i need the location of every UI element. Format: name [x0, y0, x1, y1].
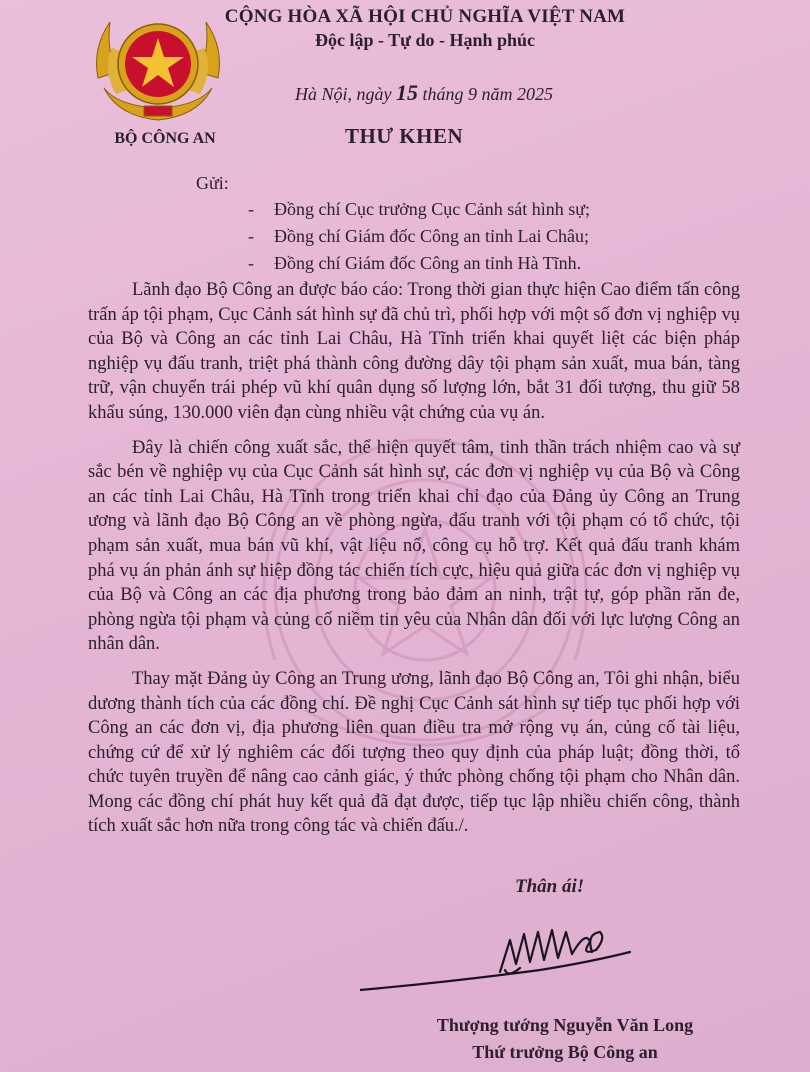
recipient-text: Đồng chí Giám đốc Công an tỉnh Lai Châu; — [274, 226, 589, 246]
date-day: 15 — [396, 80, 418, 105]
recipient-item — [248, 196, 590, 223]
signer-position: Thứ trưởng Bộ Công an — [472, 1042, 658, 1062]
recipient-list — [248, 196, 590, 277]
national-motto: Độc lập - Tự do - Hạnh phúc — [314, 30, 536, 50]
handwritten-signature — [360, 912, 640, 1002]
recipient-text: Đồng chí Giám đốc Công an tỉnh Hà Tĩnh. — [274, 253, 582, 273]
national-name: CỘNG HÒA XÃ HỘI CHỦ NGHĨA VIỆT NAM — [224, 6, 626, 27]
body-paragraph: Thay mặt Đảng ủy Công an Trung ương, lãnh đạo Bộ Công an, Tôi ghi nhận, biểu dương thành tích của các đồng chí. Đề nghị Cục Cảnh sát hình sự tiếp tục phối hợp với Công an các đơn vị, địa phương liên quan điều tra mở rộng vụ án, củng cố tài liệu, chứng cứ để xử lý nghiêm các đối tượng theo quy định của pháp luật; đồng thời, tổ chức tuyên truyền để nâng cao cảnh giác, ý thức phòng chống tội phạm cho Nhân dân. Mong các đồng chí phát huy kết quả đã đạt được, tiếp tục lập nhiều chiến công, thành tích xuất sắc hơn nữa trong công tác và chiến đấu./. — [88, 668, 740, 837]
recipient-item — [248, 250, 590, 277]
body-paragraph: Lãnh đạo Bộ Công an được báo cáo: Trong thời gian thực hiện Cao điểm tấn công trấn áp tội phạm, Cục Cảnh sát hình sự đã chủ trì, phối hợp với một số đơn vị nghiệp vụ của Bộ và Công an các tỉnh Lai Châu, Hà Tĩnh triển khai quyết liệt các biện pháp nghiệp vụ đấu tranh, triệt phá thành công đường dây tội phạm sản xuất, mua bán, tàng trữ, vận chuyển trái phép vũ khí quân dụng số lượng lớn, bắt 31 đối tượng, thu giữ 58 khẩu súng, 130.000 viên đạn cùng nhiều vật chứng của vụ án. — [88, 280, 740, 423]
recipient-dash: - — [248, 199, 254, 219]
recipient-dash: - — [248, 226, 254, 246]
to-label: Gửi: — [196, 173, 229, 193]
date-prefix: Hà Nội, ngày — [295, 84, 392, 104]
letter-title: THƯ KHEN — [345, 124, 464, 148]
recipient-text: Đồng chí Cục trưởng Cục Cảnh sát hình sự; — [274, 199, 591, 219]
date-line — [295, 80, 553, 106]
signer-block — [400, 1012, 730, 1066]
date-suffix: tháng 9 năm 2025 — [422, 84, 553, 104]
body-paragraph: Đây là chiến công xuất sắc, thể hiện quyết tâm, tinh thần trách nhiệm cao và sự sắc bén về nghiệp vụ của Cục Cảnh sát hình sự, các đơn vị nghiệp vụ của Bộ và Công an các tỉnh Lai Châu, Hà Tĩnh trong triển khai chỉ đạo của Đảng ủy Công an Trung ương và lãnh đạo Bộ Công an về phòng ngừa, đấu tranh với tội phạm có tổ chức, tội phạm sản xuất, mua bán vũ khí, vật liệu nổ, công cụ hỗ trợ. Kết quả đấu tranh khám phá vụ án phản ánh sự hiệp đồng tác chiến tích cực, hiệu quả giữa các đơn vị nghiệp vụ của Bộ và Công an các địa phương trong bảo đảm an ninh, trật tự, góp phần răn đe, phòng ngừa tội phạm và củng cố niềm tin yêu của Nhân dân đối với lực lượng Công an nhân dân. — [88, 437, 740, 655]
closing-salutation: Thân ái! — [515, 876, 585, 897]
national-header — [205, 6, 645, 51]
letter-body — [88, 278, 740, 849]
recipient-item — [248, 223, 590, 250]
issuing-agency: BỘ CÔNG AN — [114, 130, 216, 147]
recipient-dash: - — [248, 253, 254, 273]
signer-name: Thượng tướng Nguyễn Văn Long — [436, 1015, 694, 1035]
